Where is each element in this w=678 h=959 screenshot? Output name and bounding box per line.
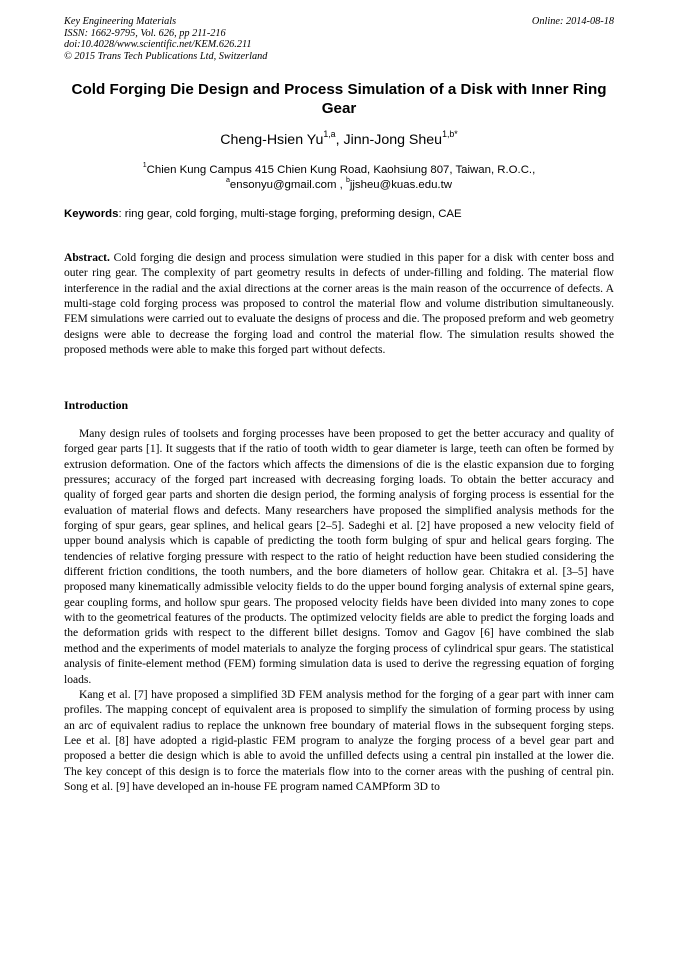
intro-paragraph-1: Many design rules of toolsets and forging processes have been proposed to get the better accuracy and quality of forged gear parts [1]. It suggests that if the ratio of tooth width to gear diameter is large, teeth can often be formed by extrusion deformation. One of the factors which affects the dimensions of die is the elastic expansion due to forging pressures; accuracy of the forged part increased with decreasing forging loads. To obtain the better accuracy and quality of forged gear parts and shorten die design period, the forming analysis of forging process is essential for the evaluation of material flows and defects. Many researchers have proposed the simplified analysis methods for the forging of spur gears, gear splines, and helical gears [2–5]. Sadeghi et al. [2] have proposed a new velocity field of upper bound analysis which is capable of predicting the tooth form bulging of spur and helical gears forging. The tendencies of relative forging pressure with respect to the ratio of height reduction have been studied considering the different friction conditions, the tooth numbers, and the bore diameters of hollow gear. Chitakra et al. [3–5] have proposed many kinematically admissible velocity fields to do the upper bound forging analysis of external spine gears, gear coupling forms, and hollow spur gears. The proposed velocity fields have been divided into many zones to cope with to the geometrical features of the products. The optimized velocity fields are able to predict the forging loads and the deformation grids with respect to the different billet designs. Tomov and Gagov [6] have combined the slab method and the experiments of model materials to analyze the forging process of cylindrical spur gears. The statistical analysis of finite-element method (FEM) forming simulation data is used to derive the regressing equation of forging loads. bbox=[64, 428, 614, 686]
email-separator: , bbox=[336, 179, 346, 191]
copyright-line: © 2015 Trans Tech Publications Ltd, Switzerland bbox=[64, 50, 268, 62]
affiliation-email-line bbox=[64, 178, 614, 193]
journal-header bbox=[64, 16, 267, 62]
author-1: Cheng-Hsien Yu bbox=[220, 132, 324, 148]
abstract-label: Abstract. bbox=[64, 252, 110, 264]
introduction-body bbox=[64, 427, 614, 795]
abstract-text: Cold forging die design and process simulation were studied in this paper for a disk with center boss and outer ring gear. The complexity of part geometry results in defects of under-filling and folding. The material flow interference in the radial and the axial directions at the corner areas is the main reason of the occurrence of defects. A multi-stage cold forging process was proposed to control the material flow and volume distribution simultaneously. FEM simulations were carried out to evaluate the designs of process and die. The proposed preform and web geometry designs were able to decrease the forging load and control the material flow. The simulation results showed the proposed methods were able to make this forged part without defects. bbox=[64, 252, 614, 357]
author-1-affil: 1,a bbox=[323, 129, 336, 140]
issn-line: ISSN: 1662-9795, Vol. 626, pp 211-216 bbox=[64, 27, 226, 39]
journal-name: Key Engineering Materials bbox=[64, 16, 177, 27]
doi-line: doi:10.4028/www.scientific.net/KEM.626.211 bbox=[64, 39, 252, 51]
keywords bbox=[64, 207, 614, 222]
email-a-marker: a bbox=[225, 177, 230, 185]
author-2: Jinn-Jong Sheu bbox=[343, 132, 443, 148]
email-b[interactable]: jjsheu@kuas.edu.tw bbox=[349, 179, 452, 191]
email-a[interactable]: ensonyu@gmail.com bbox=[229, 179, 337, 191]
abstract bbox=[64, 251, 614, 358]
affiliation bbox=[64, 163, 614, 193]
email-b-marker: b bbox=[345, 177, 350, 185]
online-date: Online: 2014-08-18 bbox=[531, 16, 614, 27]
affiliation-address-line bbox=[64, 163, 614, 178]
paper-title: Cold Forging Die Design and Process Simulation of a Disk with Inner Ring Gear bbox=[71, 81, 607, 117]
keywords-label: Keywords bbox=[64, 208, 119, 220]
section-heading-introduction: Introduction bbox=[64, 398, 129, 412]
affil-marker: 1 bbox=[142, 162, 147, 170]
author-2-affil: 1,b* bbox=[442, 129, 458, 140]
intro-paragraph-2: Kang et al. [7] have proposed a simplified 3D FEM analysis method for the forging of a gear part with inner cam profiles. The mapping concept of equivalent area is proposed to simplify the simulation of forming process by using an arc of equivalent radius to replace the unknown free boundary of material flows in the subsequent forging steps. Lee et al. [8] have adopted a rigid-plastic FEM program to analyze the forging process of a bevel gear part and proposed a better die design which is able to avoid the unfilled defects using a central pin installed at the lower die. The key concept of this design is to force the materials flow into to the corner areas with the pushing of central pin. Song et al. [9] have developed an in-house FE program named CAMPform 3D to bbox=[64, 688, 614, 793]
keywords-text: : ring gear, cold forging, multi-stage forging, preforming design, CAE bbox=[118, 208, 462, 220]
author-separator: , bbox=[335, 132, 344, 148]
affiliation-address: Chien Kung Campus 415 Chien Kung Road, Kaohsiung 807, Taiwan, R.O.C., bbox=[146, 164, 536, 176]
author-line bbox=[64, 131, 614, 149]
